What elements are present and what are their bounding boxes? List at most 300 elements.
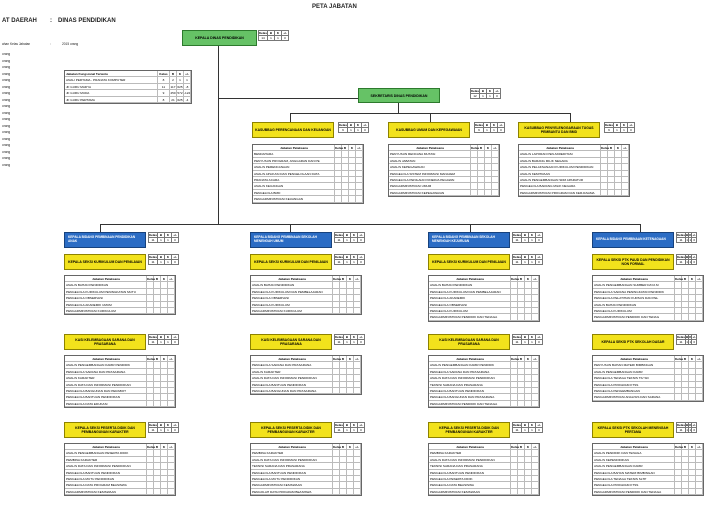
cell	[147, 362, 154, 367]
cell	[696, 457, 703, 462]
sekretaris-stats	[470, 88, 501, 99]
cell	[689, 388, 696, 393]
jabatan-name: PRANATA ACARA	[253, 177, 335, 182]
cell	[518, 382, 525, 387]
cell	[168, 382, 175, 387]
cell	[335, 190, 342, 195]
cell	[349, 196, 356, 201]
stat-value: 9	[475, 128, 484, 133]
cell	[478, 164, 485, 169]
cell	[682, 362, 689, 367]
cell	[471, 158, 478, 163]
cell	[340, 450, 347, 455]
col-k: K	[355, 123, 362, 128]
cell	[615, 190, 622, 195]
cell	[154, 295, 161, 300]
cell	[675, 394, 682, 399]
list-header-jabatan: Jabatan Pelaksana	[251, 444, 333, 449]
cell	[340, 476, 347, 481]
jabatan-name: PENGELOLA SARANA PENINGKATAN PENDIDIK	[593, 289, 675, 294]
cell	[518, 401, 525, 406]
col-pm: +/-	[173, 255, 177, 259]
cell	[518, 388, 525, 393]
cell	[696, 282, 703, 287]
cell	[335, 164, 342, 169]
cell	[168, 482, 175, 487]
cell	[471, 164, 478, 169]
jabatan-name: PENGELOLA MUTU PENDIDIKAN	[251, 476, 333, 481]
list-header-jabatan: Jabatan Pelaksana	[389, 145, 471, 150]
cell	[333, 375, 340, 380]
cell	[518, 314, 525, 319]
list-header-k: K	[349, 145, 356, 150]
cell	[608, 177, 615, 182]
list-header-pm: +/-	[168, 444, 175, 449]
cell	[492, 183, 499, 188]
jabatan-name: ANALIS DATA DAN INFORMASI PENDIDIKAN	[251, 457, 333, 462]
list-header-jabatan: Jabatan Pelaksana	[593, 356, 675, 361]
cell	[168, 470, 175, 475]
cell	[608, 158, 615, 163]
stats-table	[334, 334, 365, 345]
cell-value: 572	[177, 91, 183, 96]
jabatan-list	[592, 275, 704, 322]
list-header-k: K	[347, 444, 354, 449]
stats-table	[474, 122, 505, 133]
cell	[161, 463, 168, 468]
cell	[168, 308, 175, 313]
cell	[492, 190, 499, 195]
col-pm: +/-	[629, 123, 633, 127]
cell	[161, 457, 168, 462]
jabatan-name: ANALIS APLIKASI DAN PENGELOLAAN DATA	[253, 171, 335, 176]
list-header-jabatan: Jabatan Pelaksana	[519, 145, 601, 150]
list-header-kelas: Kelas	[333, 445, 342, 449]
col-pm: +/-	[283, 31, 287, 35]
cell	[168, 401, 175, 406]
stat-value: 1	[529, 238, 536, 243]
col-kelas: Kelas	[335, 335, 344, 339]
rail-label: orang	[2, 91, 11, 95]
cell	[601, 171, 608, 176]
cell	[689, 450, 696, 455]
col-b: B	[686, 255, 689, 259]
stat-value: 1	[165, 260, 172, 265]
list-header-jabatan: Jabatan Pelaksana	[253, 145, 335, 150]
list-header-kelas: Kelas	[147, 357, 156, 361]
col-k: K	[487, 89, 494, 94]
list-header-jabatan: Jabatan Pelaksana	[593, 276, 675, 281]
stats-table	[334, 232, 365, 243]
list-header-pm: +/-	[168, 276, 175, 281]
jabatan-name: ANALIS PENGEMBANGAN SDM APARATUR	[519, 177, 601, 182]
cell	[347, 482, 354, 487]
cell	[696, 476, 703, 481]
cell	[485, 164, 492, 169]
cell	[511, 450, 518, 455]
cell	[518, 375, 525, 380]
cell	[485, 158, 492, 163]
cell	[340, 489, 347, 494]
cell-value: 8	[158, 97, 170, 102]
list-header-kelas: Kelas	[511, 277, 520, 281]
jabatan-name: PENGADMINISTRASI KESISWAAN	[429, 489, 511, 494]
cell	[161, 369, 168, 374]
cell	[675, 388, 682, 393]
jabatan-name: ANALIS DATA DAN INFORMASI PENDIDIKAN	[429, 457, 511, 462]
cell	[349, 151, 356, 156]
cell	[347, 476, 354, 481]
stat-value: 0	[172, 340, 179, 345]
stat-value: 0	[536, 238, 543, 243]
header-line2-left: ahan Kelas Jabatan	[2, 42, 31, 46]
cell	[511, 489, 518, 494]
list-header-pm: +/-	[532, 444, 539, 449]
fungsional-header-kelas: Kelas	[158, 71, 170, 76]
cell	[689, 302, 696, 307]
stat-value: 1	[686, 428, 688, 432]
col-b: B	[522, 335, 529, 340]
cell	[492, 151, 499, 156]
cell	[696, 470, 703, 475]
page-title: PETA JABATAN	[312, 4, 357, 10]
cell	[478, 190, 485, 195]
cell	[347, 369, 354, 374]
jabatan-name: PENGADMINISTRASI KESISWAAN	[65, 489, 147, 494]
cell	[161, 476, 168, 481]
cell	[689, 489, 696, 494]
cell	[168, 302, 175, 307]
cell	[154, 457, 161, 462]
cell	[349, 190, 356, 195]
cell	[340, 482, 347, 487]
cell-value: 8	[158, 77, 170, 82]
cell	[622, 158, 629, 163]
cell	[525, 362, 532, 367]
col-k: K	[689, 233, 692, 237]
cell	[347, 470, 354, 475]
cell	[333, 369, 340, 374]
stats-table	[676, 334, 697, 345]
stat-value: 1	[522, 340, 529, 345]
jabatan-name: PENGELOLA KURIKULUM DAN PEMBELAJARAN	[429, 289, 511, 294]
cell	[696, 289, 703, 294]
col-k: K	[529, 335, 536, 340]
jabatan-name: ANALIS PENDIDIK DAN TENAGA	[593, 450, 675, 455]
col-pm: +/-	[537, 255, 541, 259]
stats-table	[148, 422, 179, 433]
col-k: K	[689, 335, 692, 339]
cell	[354, 362, 361, 367]
cell	[525, 457, 532, 462]
list-header-b: B	[154, 444, 161, 449]
jabatan-name: ANALIS DATA DAN INFORMASI PENDIDIKAN	[429, 375, 511, 380]
cell	[615, 151, 622, 156]
cell	[511, 362, 518, 367]
cell	[161, 394, 168, 399]
cell	[161, 450, 168, 455]
cell	[161, 382, 168, 387]
stat-value: 1	[158, 428, 165, 433]
col-pm: +/-	[692, 255, 696, 259]
jabatan-name: PENGELOLA KURIKULUM	[429, 308, 511, 313]
cell	[675, 450, 682, 455]
cell	[347, 295, 354, 300]
col-b: B	[268, 31, 275, 36]
kasubbag-box: KASUBBAG UMUM DAN KEPEGAWAIAN	[388, 122, 470, 138]
list-header-k: K	[689, 356, 696, 361]
cell	[349, 183, 356, 188]
stats-table	[604, 122, 635, 133]
jabatan-name: PENGELOLA DATA EDUKASI	[65, 401, 147, 406]
list-header-b: B	[478, 145, 485, 150]
stat-value: 1	[351, 428, 358, 433]
cell	[347, 388, 354, 393]
cell	[340, 308, 347, 313]
col-b: B	[484, 123, 491, 128]
jabatan-name: ANALIS PELAKSANAAN KURIKULUM PENDIDIKAN	[519, 164, 601, 169]
cell	[518, 308, 525, 313]
cell	[161, 308, 168, 313]
jabatan-name: ANALIS KEPENDIDIKAN	[593, 457, 675, 462]
list-header-k: K	[689, 276, 696, 281]
cell	[689, 394, 696, 399]
cell	[347, 450, 354, 455]
col-kelas: Kelas	[335, 423, 344, 427]
cell	[608, 164, 615, 169]
cell	[147, 470, 154, 475]
cell	[675, 314, 682, 319]
cell	[161, 295, 168, 300]
jabatan-name: PENGADMINISTRASI UMUM	[389, 183, 471, 188]
cell	[354, 375, 361, 380]
cell	[356, 151, 363, 156]
jabatan-name: PENGELOLA PELATIHAN KURSUS DAN PEL	[593, 295, 675, 300]
jabatan-name: ANALIS BAHAN PENDIDIKAN	[251, 282, 333, 287]
cell	[518, 450, 525, 455]
cell	[161, 489, 168, 494]
col-kelas: Kelas	[677, 335, 686, 339]
jabatan-name: PENGELOLA MUTU PENDIDIKAN	[65, 476, 147, 481]
jabatan-list	[428, 443, 540, 496]
list-header-b: B	[518, 276, 525, 281]
cell	[675, 457, 682, 462]
cell	[511, 308, 518, 313]
jabatan-name: PENGELOLA KURIKULUM	[593, 308, 675, 313]
jabatan-name: PENGELOLA OBSERVASI	[251, 295, 333, 300]
rail-label: orang	[2, 117, 11, 121]
jabatan-name: PENGADMINISTRASI KESISWAAN	[251, 482, 333, 487]
cell	[147, 476, 154, 481]
cell	[471, 151, 478, 156]
rail-label: orang	[2, 52, 11, 56]
cell	[154, 476, 161, 481]
col-pm: +/-	[537, 423, 541, 427]
list-item	[593, 314, 703, 320]
cell	[689, 457, 696, 462]
cell	[333, 457, 340, 462]
cell	[511, 382, 518, 387]
stats-table	[512, 422, 543, 433]
cell	[696, 295, 703, 300]
jabatan-name: ANALIS JABATAN	[389, 158, 471, 163]
cell	[518, 289, 525, 294]
cell	[147, 450, 154, 455]
cell	[696, 482, 703, 487]
cell	[147, 282, 154, 287]
bidang-box: KEPALA BIDANG PEMBINAAN KETENAGAAN	[592, 232, 674, 248]
list-header-k: K	[525, 444, 532, 449]
cell	[696, 375, 703, 380]
cell	[340, 470, 347, 475]
cell	[682, 308, 689, 313]
list-item	[251, 308, 361, 314]
seksi-box: KASI KELEMBAGAAN SARANA DAN PRASARANA	[428, 334, 510, 350]
jabatan-list	[388, 144, 500, 197]
cell	[354, 388, 361, 393]
cell	[354, 369, 361, 374]
list-header-b: B	[342, 145, 349, 150]
jabatan-name: PENGELOLA AKADEMIK	[429, 295, 511, 300]
kepala-dinas-stats	[258, 30, 289, 41]
jabatan-name: ANALIS BARANG MILIK NEGARA	[519, 158, 601, 163]
col-kelas: Kelas	[513, 423, 522, 427]
col-k: K	[689, 423, 692, 427]
cell	[689, 282, 696, 287]
col-b: B	[344, 335, 351, 340]
cell	[340, 382, 347, 387]
fungsional-header-pm: +/-	[184, 71, 191, 76]
cell	[675, 302, 682, 307]
list-header-jabatan: Jabatan Pelaksana	[251, 356, 333, 361]
jabatan-name: PENGADMINISTRASI ANALISIS DAN SARANA	[593, 394, 675, 399]
jabatan-name: PENYUSUN RENCANA MUTASI	[389, 151, 471, 156]
stat-value: 11	[513, 428, 522, 433]
kepala-dinas-box: KEPALA DINAS PENDIDIKAN	[182, 30, 257, 46]
sekretaris-box: SEKRETARIS DINAS PENDIDIKAN	[358, 88, 440, 103]
jabatan-name: PENGELOLA TENAGA TEKNIS TK/ SD	[593, 375, 675, 380]
cell	[333, 289, 340, 294]
stats-table	[512, 232, 543, 243]
cell	[471, 183, 478, 188]
cell	[525, 302, 532, 307]
rail-label: orang	[2, 143, 11, 147]
cell	[682, 482, 689, 487]
cell	[485, 151, 492, 156]
stat-value: 0	[358, 428, 365, 433]
cell	[682, 295, 689, 300]
cell	[342, 177, 349, 182]
list-header-pm: +/-	[356, 145, 363, 150]
jabatan-name: ANALIS KEPEGAWAIAN	[389, 164, 471, 169]
list-header-kelas: Kelas	[333, 277, 342, 281]
val-b: 1	[480, 94, 487, 99]
jabatan-list	[250, 443, 362, 496]
cell	[154, 369, 161, 374]
col-b: B	[686, 423, 689, 427]
cell	[682, 289, 689, 294]
cell	[682, 394, 689, 399]
stat-value: 1	[689, 428, 692, 432]
cell	[147, 457, 154, 462]
cell	[682, 314, 689, 319]
val-k: 1	[275, 36, 282, 41]
col-b: B	[522, 233, 529, 238]
jabatan-name: JF GURU MUDA	[65, 90, 158, 95]
col-k: K	[491, 123, 498, 128]
col-k: K	[165, 255, 172, 260]
list-header-jabatan: Jabatan Pelaksana	[251, 276, 333, 281]
jabatan-name: PENGADMINISTRASI PENDIDIK DAN TENAGA	[429, 401, 511, 406]
cell	[333, 308, 340, 313]
col-k: K	[689, 255, 692, 259]
cell	[518, 482, 525, 487]
stat-value: 11	[335, 238, 344, 243]
stat-value: 0	[693, 238, 695, 242]
col-kelas: Kelas	[475, 123, 484, 127]
cell	[682, 375, 689, 380]
cell	[492, 164, 499, 169]
rail-label: orang	[2, 162, 11, 167]
list-header-kelas: Kelas	[471, 146, 480, 150]
list-header-k: K	[161, 356, 168, 361]
cell-value: -4	[184, 97, 191, 102]
col-pm: +/-	[359, 255, 363, 259]
stat-value: 1	[158, 238, 165, 243]
cell	[154, 282, 161, 287]
jabatan-name: PENGELOLA SARANA DAN PRASARANA	[65, 369, 147, 374]
jabatan-name: PENGELOLA SISTEM INFORMASI MANAJEM	[389, 171, 471, 176]
col-pm: +/-	[692, 423, 696, 427]
cell	[342, 171, 349, 176]
col-b: B	[686, 335, 689, 339]
header-line1-left: AT DAERAH	[2, 18, 37, 24]
rail-label: orang	[2, 149, 11, 154]
rail-label: orang	[2, 97, 11, 102]
list-header-pm: +/-	[354, 276, 361, 281]
list-header-pm: +/-	[354, 356, 361, 361]
rail-label: orang	[2, 123, 11, 128]
cell	[154, 289, 161, 294]
cell-value: 9	[158, 90, 170, 95]
list-header-pm: +/-	[696, 276, 703, 281]
list-item	[251, 489, 361, 495]
rail-label: orang	[2, 58, 11, 63]
cell	[354, 295, 361, 300]
cell	[682, 369, 689, 374]
cell	[675, 295, 682, 300]
cell	[622, 183, 629, 188]
cell	[689, 295, 696, 300]
cell	[354, 489, 361, 494]
col-kelas: Kelas	[335, 233, 344, 237]
cell	[689, 308, 696, 313]
col-kelas: Kelas	[677, 233, 686, 237]
cell	[161, 401, 168, 406]
cell	[154, 375, 161, 380]
jabatan-name: PENGELOLA BANTUAN PENDIDIKAN	[251, 382, 333, 387]
stat-value: 0	[536, 340, 543, 345]
kasubbag-box: KASUBBAG PENYELENGGARAAN TUGAS PEMBANTU DAN BMD	[518, 122, 600, 138]
stat-value: 1	[614, 128, 621, 133]
cell	[525, 382, 532, 387]
stat-value: 11	[335, 260, 344, 265]
cell	[532, 295, 539, 300]
list-header-k: K	[347, 276, 354, 281]
list-item	[519, 190, 629, 196]
cell	[333, 295, 340, 300]
cell	[354, 289, 361, 294]
